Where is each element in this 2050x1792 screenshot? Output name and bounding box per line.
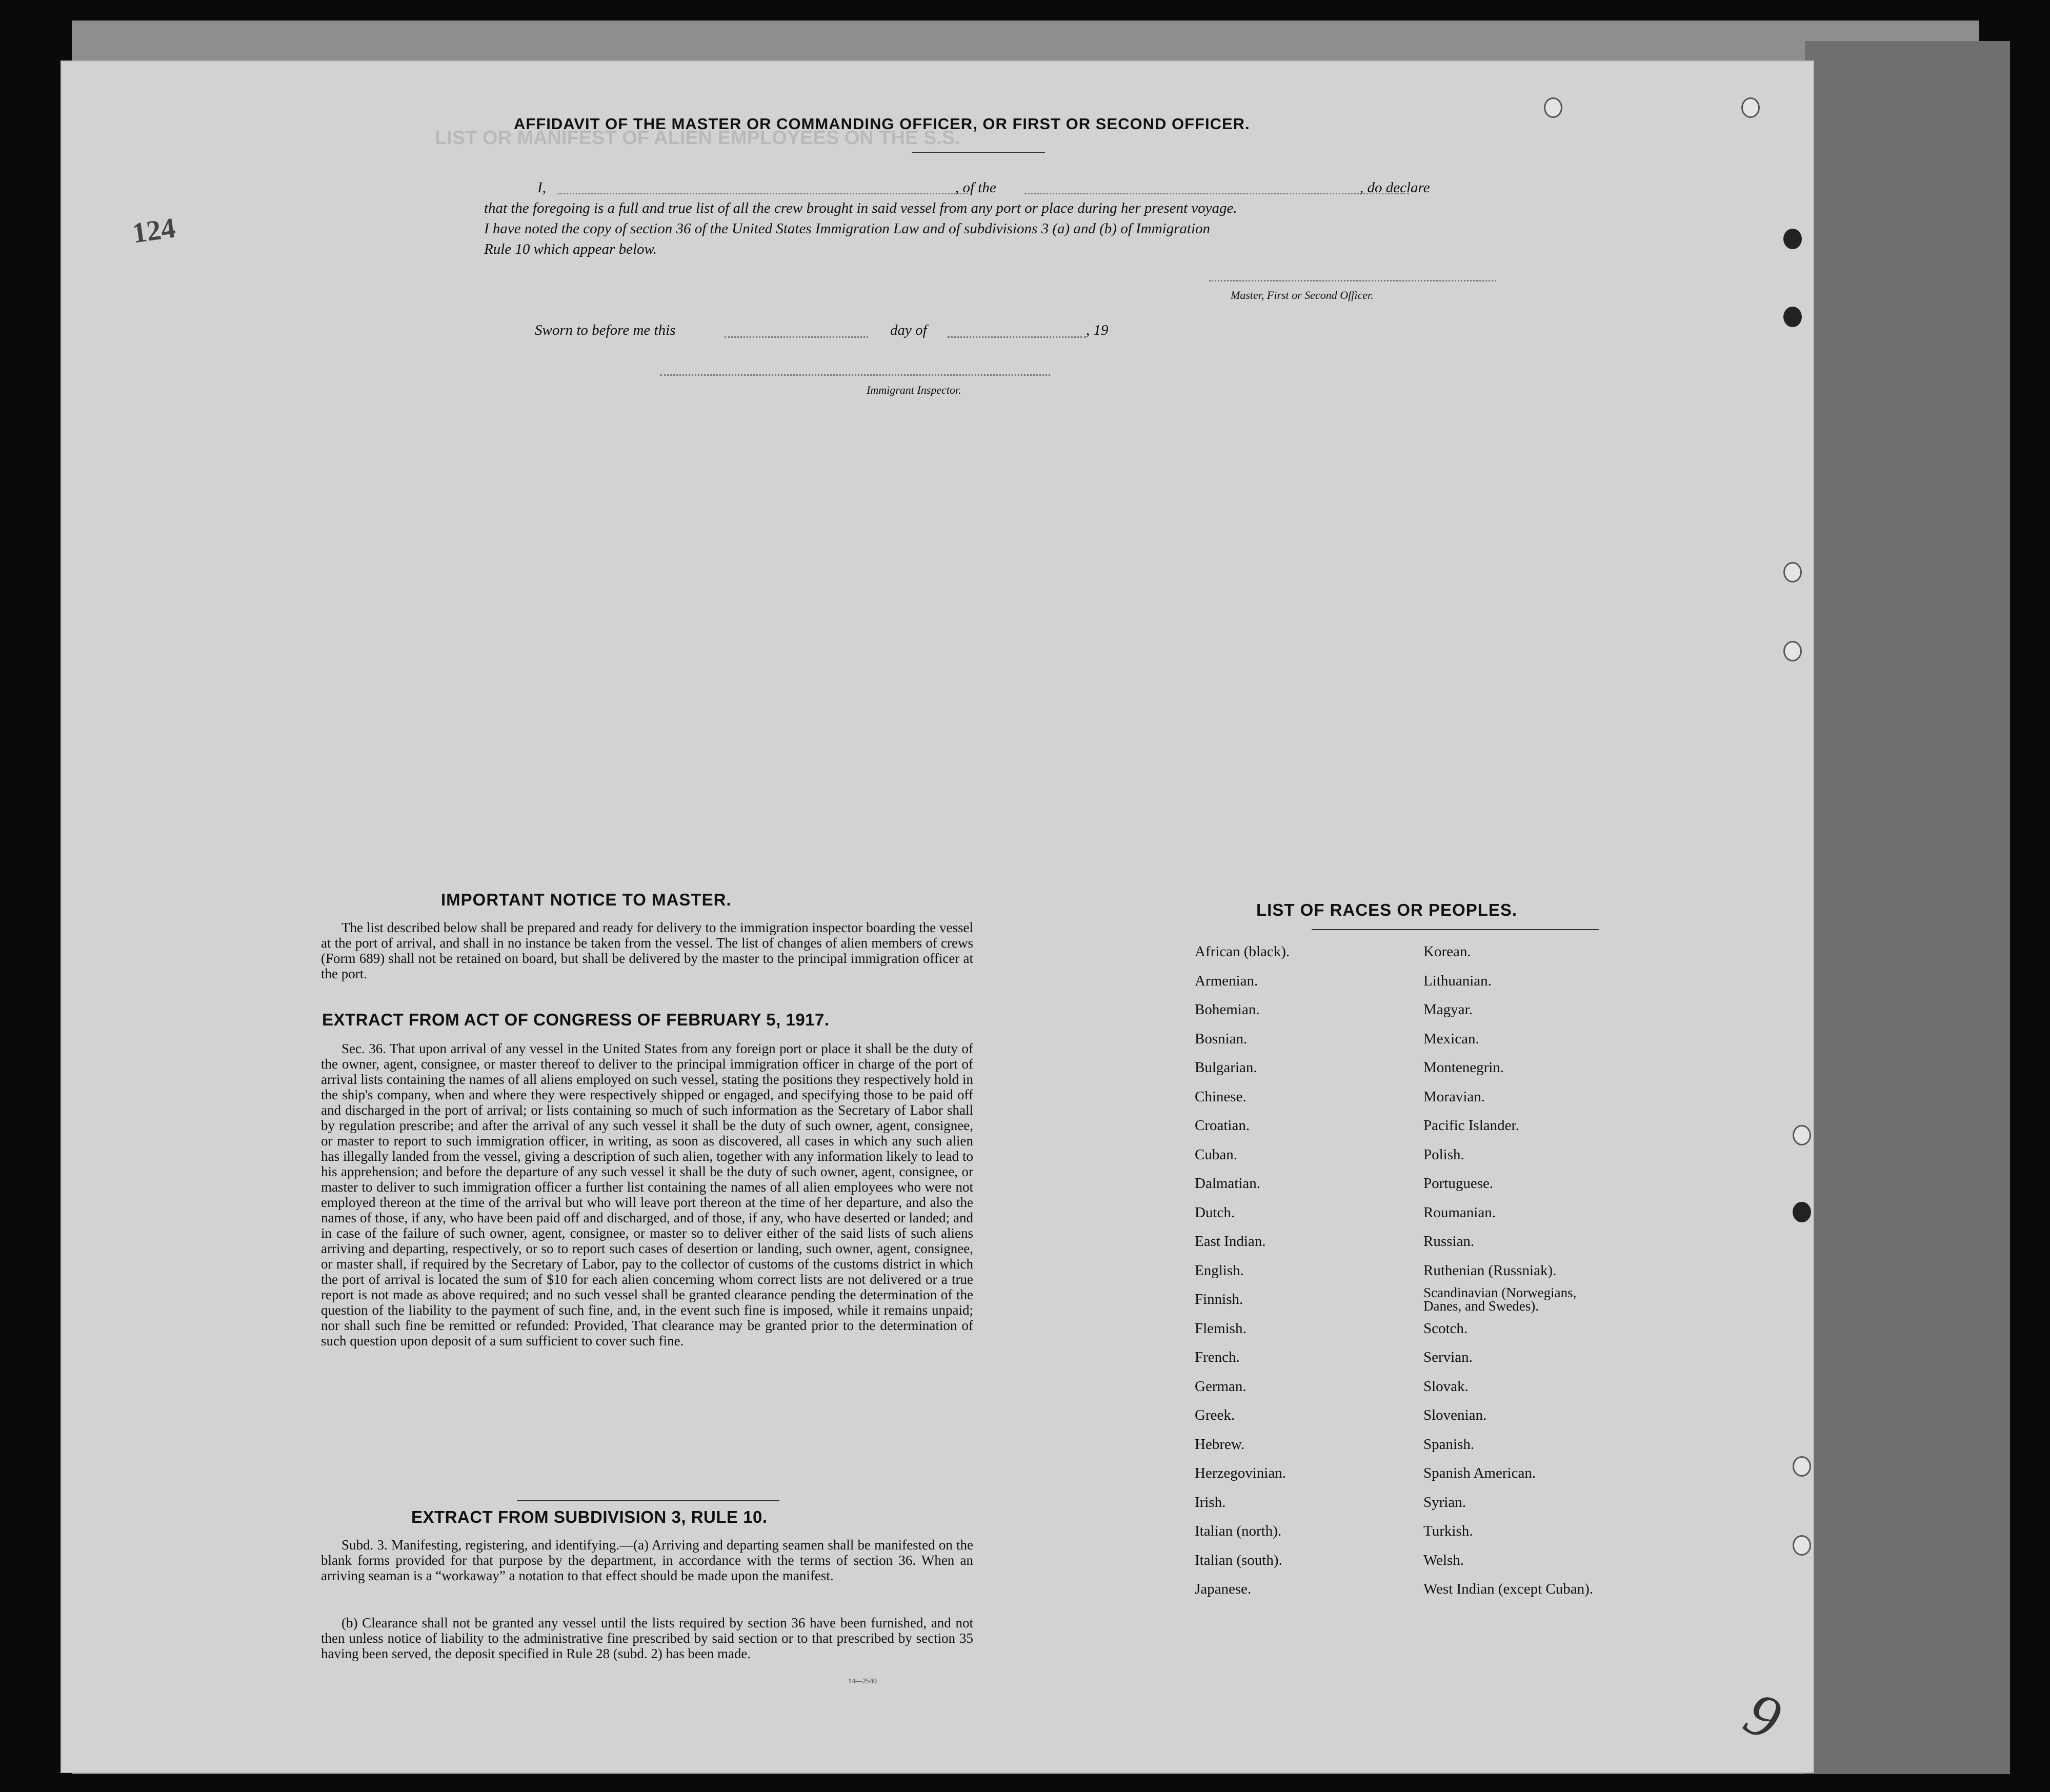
race-item: Montenegrin. <box>1423 1059 1504 1076</box>
race-item: Mexican. <box>1423 1030 1479 1047</box>
race-item: Pacific Islander. <box>1423 1117 1519 1134</box>
punch-hole <box>1783 307 1802 327</box>
sworn-month-field[interactable] <box>948 336 1086 338</box>
affidavit-line-4: Rule 10 which appear below. <box>484 241 657 257</box>
race-item: Spanish American. <box>1423 1465 1536 1481</box>
year-text: , 19 <box>1086 322 1109 338</box>
race-item: East Indian. <box>1195 1233 1266 1250</box>
race-item: French. <box>1195 1349 1240 1365</box>
inspector-signature-caption: Immigrant Inspector. <box>867 384 961 396</box>
race-item: Armenian. <box>1195 972 1258 989</box>
race-item: Slovenian. <box>1423 1407 1487 1423</box>
race-item: German. <box>1195 1378 1247 1395</box>
punch-hole <box>1793 1125 1811 1145</box>
race-item: Herzegovinian. <box>1195 1465 1286 1481</box>
race-item: Syrian. <box>1423 1494 1466 1511</box>
race-item: African (black). <box>1195 943 1290 960</box>
punch-hole <box>1793 1535 1811 1556</box>
race-item: Hebrew. <box>1195 1436 1245 1453</box>
rule-title: EXTRACT FROM SUBDIVISION 3, RULE 10. <box>411 1507 768 1526</box>
race-item: Bulgarian. <box>1195 1059 1257 1076</box>
race-item: Moravian. <box>1423 1088 1485 1105</box>
race-item: Roumanian. <box>1423 1204 1496 1221</box>
race-item: Bosnian. <box>1195 1030 1248 1047</box>
race-item: Cuban. <box>1195 1146 1237 1163</box>
sworn-day-field[interactable] <box>725 336 868 338</box>
title-underline <box>912 152 1045 153</box>
race-item: Greek. <box>1195 1407 1235 1423</box>
bleed-through-header: LIST OR MANIFEST OF ALIEN EMPLOYEES ON THE S.S. <box>435 127 960 149</box>
race-item: Japanese. <box>1195 1581 1252 1597</box>
race-item: Dalmatian. <box>1195 1175 1261 1192</box>
race-item: Croatian. <box>1195 1117 1250 1134</box>
punch-hole <box>1783 562 1802 582</box>
race-item: Slovak. <box>1423 1378 1469 1395</box>
race-item: Irish. <box>1195 1494 1226 1511</box>
race-item: Ruthenian (Russniak). <box>1423 1262 1557 1279</box>
race-item: Spanish. <box>1423 1436 1475 1453</box>
master-signature-field[interactable] <box>1209 280 1496 281</box>
race-item: Servian. <box>1423 1349 1473 1365</box>
race-item: Scandinavian (Norwegians, Danes, and Swedes). <box>1423 1285 1577 1314</box>
race-item: Bohemian. <box>1195 1001 1260 1018</box>
act-title: EXTRACT FROM ACT OF CONGRESS OF FEBRUARY 5, 1917. <box>322 1010 830 1029</box>
race-item: Italian (north). <box>1195 1523 1282 1539</box>
form-sheet <box>61 61 1814 1773</box>
rule-text-a: Subd. 3. Manifesting, registering, and identifying.—(a) Arriving and departing seamen shall be manifested on the blank forms provided for that purpose by the department, in accordance with the terms of section 36. When an arriving seaman is a “workaway” a notation to that effect should be made upon the manifest. <box>321 1537 973 1583</box>
race-item: West Indian (except Cuban). <box>1423 1581 1594 1597</box>
master-name-field[interactable] <box>558 193 968 194</box>
affidavit-line-3: I have noted the copy of section 36 of the United States Immigration Law and of subdivisions 3 (a) and (b) of Immigration <box>484 220 1211 237</box>
vessel-name-field[interactable] <box>1024 193 1409 194</box>
day-of-text: day of <box>890 322 927 338</box>
race-item: Dutch. <box>1195 1204 1235 1221</box>
act-text: Sec. 36. That upon arrival of any vessel in the United States from any foreign port or place it shall be the duty of the owner, agent, consignee, or master thereof to deliver to the principal immigration officer in charge of the port of arrival lists containing the names of all aliens employed on such vessel, stating the positions they respectively hold in the ship's company, when and where they were respectively shipped or engaged, and specifying those to be paid off and discharged in the port of arrival; or lists containing so much of such information as the Secretary of Labor shall by regulation prescribe; and after the arrival of any such vessel it shall be the duty of such owner, agent, consignee, or master to report to such immigration officer, in writing, as soon as discovered, all cases in which any such alien has illegally landed from the vessel, giving a description of such alien, together with any information likely to lead to his apprehension; and before the departure of any such vessel it shall be the duty of such owner, agent, consignee, or master to deliver to such immigration officer a further list containing the names of all alien employees who were not employed thereon at the time of the arrival but who will leave port thereon at the time of her departure, and also the names of those, if any, who have been paid off and discharged, and of those, if any, who have deserted or landed; and in case of the failure of such owner, agent, consignee, or master so to deliver either of the said lists of such aliens arriving and departing, respectively, or so to report such cases of desertion or landing, such owner, agent, consignee, or master shall, if required by the Secretary of Labor, pay to the collector of customs of the customs district in which the port of arrival is located the sum of $10 for each alien concerning whom correct lists are not delivered or a true report is not made as above required; and no such vessel shall be granted clearance pending the determination of the question of the liability to the payment of such fine, and, in the event such fine is imposed, while it remains unpaid; nor shall such fine be remitted or refunded: Provided, That clearance may be granted prior to the determination of such question upon deposit of a sum sufficient to cover such fine. <box>321 1041 973 1348</box>
race-item: Polish. <box>1423 1146 1464 1163</box>
punch-hole <box>1783 641 1802 661</box>
race-item: Portuguese. <box>1423 1175 1494 1192</box>
sworn-text: Sworn to before me this <box>535 322 676 338</box>
race-item: Russian. <box>1423 1233 1475 1250</box>
race-item: Turkish. <box>1423 1523 1473 1539</box>
inspector-signature-field[interactable] <box>660 374 1050 376</box>
race-item: Welsh. <box>1423 1552 1464 1568</box>
punch-hole <box>1783 229 1802 249</box>
race-item: Chinese. <box>1195 1088 1247 1105</box>
race-item: Italian (south). <box>1195 1552 1282 1568</box>
corner-handwritten-mark: 9 <box>1734 1678 1792 1754</box>
race-item: Finnish. <box>1195 1291 1243 1307</box>
races-title: LIST OF RACES OR PEOPLES. <box>1256 900 1518 919</box>
affidavit-i: I, <box>537 179 546 196</box>
punch-hole <box>1741 97 1760 118</box>
race-item: Flemish. <box>1195 1320 1247 1337</box>
master-signature-caption: Master, First or Second Officer. <box>1231 289 1374 301</box>
rule-text-b: (b) Clearance shall not be granted any vessel until the lists required by section 36 have been furnished, and not then unless notice of liability to the administrative fine prescribed by said section or to that prescribed by section 35 having been served, the deposit specified in Rule 28 (subd. 2) has been made. <box>321 1615 973 1661</box>
notice-title: IMPORTANT NOTICE TO MASTER. <box>441 890 732 909</box>
affidavit-line-2: that the foregoing is a full and true list of all the crew brought in said vessel from any port or place during her present voyage. <box>484 200 1237 216</box>
race-item: Magyar. <box>1423 1001 1473 1018</box>
affidavit-declare: , do declare <box>1360 179 1430 196</box>
notice-text: The list described below shall be prepared and ready for delivery to the immigration inspector boarding the vessel at the port of arrival, and shall in no instance be taken from the vessel. The list of changes of alien members of crews (Form 689) shall not be retained on board, but shall be delivered by the master to the principal immigration officer at the port. <box>321 920 973 981</box>
race-item: Korean. <box>1423 943 1471 960</box>
affidavit-of-the: , of the <box>955 179 996 196</box>
punch-hole <box>1793 1456 1811 1477</box>
form-number: 14—2540 <box>848 1678 877 1685</box>
underlying-page-edge <box>1805 41 2010 1774</box>
race-item: Lithuanian. <box>1423 972 1492 989</box>
margin-number: 124 <box>130 212 177 250</box>
punch-hole <box>1793 1202 1811 1222</box>
affidavit-title: AFFIDAVIT OF THE MASTER OR COMMANDING OFFICER, OR FIRST OR SECOND OFFICER. <box>514 115 1250 133</box>
section-divider <box>517 1500 779 1501</box>
punch-hole <box>1544 97 1562 118</box>
races-title-underline <box>1312 929 1599 930</box>
race-item: Scotch. <box>1423 1320 1468 1337</box>
race-item: English. <box>1195 1262 1244 1279</box>
